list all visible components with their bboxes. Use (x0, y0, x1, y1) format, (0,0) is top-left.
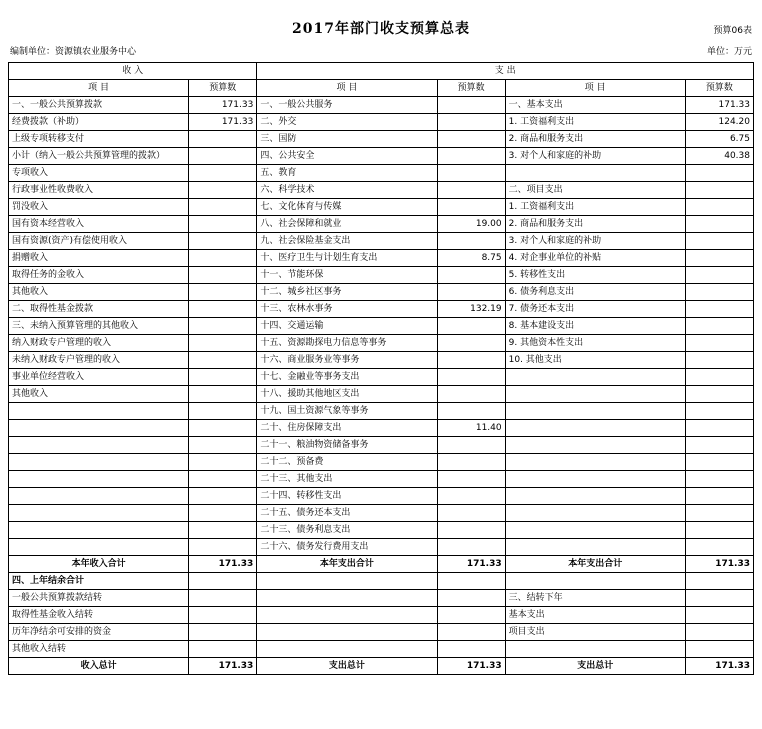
table-cell-label: 一、一般公共预算拨款 (9, 97, 189, 114)
table-cell-amount (437, 488, 505, 505)
table-cell-amount (189, 301, 257, 318)
table-cell-amount (685, 199, 753, 216)
table-cell-label (505, 437, 685, 454)
table-cell-amount (189, 182, 257, 199)
table-cell-label (257, 641, 437, 658)
form-code: 预算06表 (713, 26, 752, 36)
table-cell-amount: 132.19 (437, 301, 505, 318)
total-label-income: 收入总计 (9, 658, 189, 675)
table-row (9, 386, 754, 403)
table-cell-label: 历年净结余可安排的资金 (9, 624, 189, 641)
table-row (9, 624, 754, 641)
table-row (9, 471, 754, 488)
table-row (9, 369, 754, 386)
table-cell-label (505, 641, 685, 658)
table-cell-label: 十五、资源勘探电力信息等事务 (257, 335, 437, 352)
table-cell-amount (189, 148, 257, 165)
table-cell-label: 二十五、债务还本支出 (257, 505, 437, 522)
table-cell-label: 2. 商品和服务支出 (505, 216, 685, 233)
table-cell-label: 三、国防 (257, 131, 437, 148)
column-header-item: 项 目 (505, 80, 685, 97)
table-cell-label (257, 590, 437, 607)
table-cell-amount (437, 131, 505, 148)
column-header-row (9, 80, 754, 97)
table-cell-amount (685, 352, 753, 369)
table-cell-amount (437, 233, 505, 250)
table-cell-amount (189, 335, 257, 352)
table-row (9, 97, 754, 114)
table-cell-label: 二十四、转移性支出 (257, 488, 437, 505)
table-cell-label (9, 403, 189, 420)
table-cell-label (9, 505, 189, 522)
table-cell-amount (437, 335, 505, 352)
table-cell-label: 其他收入 (9, 284, 189, 301)
table-cell-label: 3. 对个人和家庭的补助 (505, 148, 685, 165)
table-cell-amount: 171.33 (189, 114, 257, 131)
table-cell-label: 一般公共预算拨款结转 (9, 590, 189, 607)
table-cell-amount (685, 369, 753, 386)
table-cell-amount (437, 607, 505, 624)
table-cell-amount (685, 301, 753, 318)
table-cell-amount (437, 471, 505, 488)
table-cell-label: 二十二、预备费 (257, 454, 437, 471)
table-cell-amount: 171.33 (685, 97, 753, 114)
subtotal-label-expense-econ: 本年支出合计 (505, 556, 685, 573)
table-cell-amount (437, 505, 505, 522)
table-cell-label: 10. 其他支出 (505, 352, 685, 369)
table-cell-amount (685, 471, 753, 488)
table-cell-label: 二十一、粮油物资储备事务 (257, 437, 437, 454)
table-cell-label (257, 624, 437, 641)
table-cell-label (505, 369, 685, 386)
table-cell-label: 四、上年结余合计 (9, 573, 189, 590)
meta-line (10, 44, 752, 58)
table-cell-amount (437, 369, 505, 386)
table-cell-amount (189, 454, 257, 471)
table-cell-label: 一、基本支出 (505, 97, 685, 114)
table-cell-amount (437, 97, 505, 114)
table-cell-amount (437, 318, 505, 335)
subtotal-value-income: 171.33 (189, 556, 257, 573)
table-cell-label: 七、文化体育与传媒 (257, 199, 437, 216)
table-cell-amount (685, 403, 753, 420)
table-cell-label (505, 386, 685, 403)
table-cell-label (9, 539, 189, 556)
table-row (9, 131, 754, 148)
table-cell-amount (437, 522, 505, 539)
table-cell-amount (685, 488, 753, 505)
table-cell-label (505, 539, 685, 556)
table-cell-amount (189, 386, 257, 403)
subtotal-row (9, 556, 754, 573)
page-title: 2017年部门收支预算总表 (292, 21, 470, 37)
table-cell-amount (685, 539, 753, 556)
group-header-row (9, 63, 754, 80)
table-cell-amount (685, 318, 753, 335)
table-cell-amount (437, 641, 505, 658)
group-header-income: 收 入 (9, 63, 257, 80)
table-cell-amount (685, 165, 753, 182)
table-cell-label (257, 573, 437, 590)
table-cell-label: 1. 工资福利支出 (505, 114, 685, 131)
table-cell-label: 十七、金融业等事务支出 (257, 369, 437, 386)
table-cell-amount (189, 641, 257, 658)
column-header-item: 项 目 (9, 80, 189, 97)
table-cell-amount (685, 641, 753, 658)
table-cell-amount: 124.20 (685, 114, 753, 131)
table-cell-label: 专项收入 (9, 165, 189, 182)
table-cell-amount (189, 420, 257, 437)
table-cell-amount (189, 199, 257, 216)
table-cell-label: 十八、援助其他地区支出 (257, 386, 437, 403)
budget-table (8, 62, 754, 675)
table-row (9, 590, 754, 607)
table-cell-label: 二十六、债务发行费用支出 (257, 539, 437, 556)
table-cell-amount (685, 216, 753, 233)
table-cell-amount (437, 284, 505, 301)
table-cell-label (505, 471, 685, 488)
table-cell-amount (189, 233, 257, 250)
table-cell-amount (189, 250, 257, 267)
table-cell-amount (685, 250, 753, 267)
table-cell-label: 二、项目支出 (505, 182, 685, 199)
table-cell-amount (189, 216, 257, 233)
column-header-budget: 预算数 (189, 80, 257, 97)
table-row (9, 250, 754, 267)
table-row (9, 233, 754, 250)
table-cell-label: 二十三、其他支出 (257, 471, 437, 488)
table-cell-label (9, 420, 189, 437)
table-cell-label: 六、科学技术 (257, 182, 437, 199)
table-row (9, 488, 754, 505)
subtotal-value-expense-econ: 171.33 (685, 556, 753, 573)
table-cell-label: 7. 债务还本支出 (505, 301, 685, 318)
table-cell-amount (437, 437, 505, 454)
table-cell-amount: 19.00 (437, 216, 505, 233)
total-value-expense-econ: 171.33 (685, 658, 753, 675)
table-cell-amount (685, 522, 753, 539)
table-row (9, 216, 754, 233)
table-cell-amount (437, 403, 505, 420)
table-cell-amount (685, 607, 753, 624)
table-cell-label: 二十三、债务利息支出 (257, 522, 437, 539)
table-cell-label (9, 488, 189, 505)
budget-report-page (0, 18, 762, 729)
table-cell-amount (437, 182, 505, 199)
table-row (9, 454, 754, 471)
table-cell-amount (437, 539, 505, 556)
table-cell-label: 5. 转移性支出 (505, 267, 685, 284)
table-cell-label (505, 505, 685, 522)
table-cell-label: 十一、节能环保 (257, 267, 437, 284)
table-cell-label (9, 471, 189, 488)
grand-total-row (9, 658, 754, 675)
table-cell-label (9, 522, 189, 539)
table-row (9, 182, 754, 199)
table-cell-label (505, 165, 685, 182)
table-cell-label (505, 522, 685, 539)
table-row (9, 284, 754, 301)
table-cell-amount (189, 352, 257, 369)
table-cell-label: 二、取得性基金拨款 (9, 301, 189, 318)
subtotal-value-expense-func: 171.33 (437, 556, 505, 573)
table-cell-label: 行政事业性收费收入 (9, 182, 189, 199)
table-cell-amount (685, 590, 753, 607)
table-row (9, 165, 754, 182)
column-header-budget: 预算数 (685, 80, 753, 97)
table-cell-amount (685, 284, 753, 301)
table-cell-label: 项目支出 (505, 624, 685, 641)
table-row (9, 641, 754, 658)
table-cell-label (505, 403, 685, 420)
table-cell-amount (685, 420, 753, 437)
table-cell-label: 上级专项转移支付 (9, 131, 189, 148)
table-cell-label: 八、社会保障和就业 (257, 216, 437, 233)
table-cell-label (9, 454, 189, 471)
table-cell-amount (189, 488, 257, 505)
table-cell-label: 五、教育 (257, 165, 437, 182)
table-cell-amount (189, 573, 257, 590)
total-label-expense-func: 支出总计 (257, 658, 437, 675)
table-cell-label: 国有资本经营收入 (9, 216, 189, 233)
table-cell-amount (685, 267, 753, 284)
table-cell-amount (189, 522, 257, 539)
table-cell-label: 6. 债务利息支出 (505, 284, 685, 301)
table-cell-label (505, 488, 685, 505)
table-cell-amount (685, 437, 753, 454)
table-cell-label: 小计（纳入一般公共预算管理的拨款） (9, 148, 189, 165)
table-row (9, 505, 754, 522)
table-cell-amount (437, 573, 505, 590)
table-cell-label: 9. 其他资本性支出 (505, 335, 685, 352)
table-cell-label (9, 437, 189, 454)
table-row (9, 199, 754, 216)
total-value-expense-func: 171.33 (437, 658, 505, 675)
table-cell-amount (189, 284, 257, 301)
table-cell-label: 二、外交 (257, 114, 437, 131)
table-cell-amount (437, 199, 505, 216)
table-cell-label: 8. 基本建设支出 (505, 318, 685, 335)
table-cell-amount (685, 624, 753, 641)
table-cell-label (505, 573, 685, 590)
table-cell-amount (685, 182, 753, 199)
table-cell-label: 三、未纳入预算管理的其他收入 (9, 318, 189, 335)
table-cell-label: 十三、农林水事务 (257, 301, 437, 318)
table-cell-label: 捐赠收入 (9, 250, 189, 267)
table-cell-label: 罚没收入 (9, 199, 189, 216)
table-cell-amount (437, 267, 505, 284)
table-cell-amount (437, 386, 505, 403)
table-cell-label: 二十、住房保障支出 (257, 420, 437, 437)
table-cell-label: 国有资源(资产)有偿使用收入 (9, 233, 189, 250)
table-row (9, 403, 754, 420)
table-cell-amount (189, 369, 257, 386)
table-row (9, 335, 754, 352)
table-cell-label: 4. 对企事业单位的补贴 (505, 250, 685, 267)
table-cell-amount: 171.33 (189, 97, 257, 114)
table-cell-label: 十四、交通运输 (257, 318, 437, 335)
table-cell-label: 十二、城乡社区事务 (257, 284, 437, 301)
table-row (9, 539, 754, 556)
table-cell-amount (189, 403, 257, 420)
table-row (9, 352, 754, 369)
table-cell-amount (189, 318, 257, 335)
table-cell-label: 十九、国土资源气象等事务 (257, 403, 437, 420)
table-row (9, 301, 754, 318)
table-cell-label (257, 607, 437, 624)
table-row (9, 522, 754, 539)
table-cell-label: 2. 商品和服务支出 (505, 131, 685, 148)
table-cell-label: 四、公共安全 (257, 148, 437, 165)
table-cell-amount (437, 590, 505, 607)
total-value-income: 171.33 (189, 658, 257, 675)
table-cell-label: 三、结转下年 (505, 590, 685, 607)
table-row (9, 437, 754, 454)
table-cell-amount (189, 624, 257, 641)
table-cell-amount (189, 539, 257, 556)
table-cell-amount (685, 454, 753, 471)
table-cell-label: 纳入财政专户管理的收入 (9, 335, 189, 352)
table-row (9, 420, 754, 437)
column-header-item: 项 目 (257, 80, 437, 97)
table-cell-amount: 6.75 (685, 131, 753, 148)
table-cell-label: 1. 工资福利支出 (505, 199, 685, 216)
table-row (9, 148, 754, 165)
table-cell-label: 未纳入财政专户管理的收入 (9, 352, 189, 369)
table-cell-label: 事业单位经营收入 (9, 369, 189, 386)
table-row (9, 267, 754, 284)
table-cell-amount (685, 505, 753, 522)
subtotal-label-expense-func: 本年支出合计 (257, 556, 437, 573)
table-cell-amount: 8.75 (437, 250, 505, 267)
column-header-budget: 预算数 (437, 80, 505, 97)
table-cell-amount (189, 165, 257, 182)
table-row (9, 318, 754, 335)
table-cell-amount (685, 233, 753, 250)
table-cell-label: 其他收入结转 (9, 641, 189, 658)
table-cell-label: 九、社会保险基金支出 (257, 233, 437, 250)
table-cell-amount (685, 386, 753, 403)
table-cell-amount (437, 148, 505, 165)
table-cell-label (505, 454, 685, 471)
table-cell-label: 一、一般公共服务 (257, 97, 437, 114)
table-cell-amount (189, 131, 257, 148)
total-label-expense-econ: 支出总计 (505, 658, 685, 675)
table-cell-label: 取得任务的金收入 (9, 267, 189, 284)
table-cell-label: 取得性基金收入结转 (9, 607, 189, 624)
table-cell-amount (189, 471, 257, 488)
table-cell-amount (685, 573, 753, 590)
table-cell-amount (437, 114, 505, 131)
table-cell-label (505, 420, 685, 437)
table-cell-label: 基本支出 (505, 607, 685, 624)
table-cell-amount (437, 165, 505, 182)
table-cell-amount (685, 335, 753, 352)
table-cell-amount (437, 624, 505, 641)
table-cell-label: 3. 对个人和家庭的补助 (505, 233, 685, 250)
table-row (9, 114, 754, 131)
group-header-expense: 支 出 (257, 63, 754, 80)
table-row (9, 607, 754, 624)
table-cell-amount: 11.40 (437, 420, 505, 437)
table-cell-label: 其他收入 (9, 386, 189, 403)
table-cell-amount (189, 607, 257, 624)
table-cell-amount (189, 505, 257, 522)
table-cell-label: 经费拨款（补助） (9, 114, 189, 131)
amount-unit: 单位：万元 (706, 47, 752, 57)
table-cell-amount (437, 454, 505, 471)
table-cell-amount: 40.38 (685, 148, 753, 165)
table-cell-label: 十、医疗卫生与计划生育支出 (257, 250, 437, 267)
compiling-unit: 编制单位：资源镇农业服务中心 (10, 47, 137, 57)
table-cell-amount (189, 590, 257, 607)
subtotal-label-income: 本年收入合计 (9, 556, 189, 573)
table-row (9, 573, 754, 590)
table-cell-amount (189, 437, 257, 454)
table-cell-amount (189, 267, 257, 284)
table-cell-label: 十六、商业服务业等事务 (257, 352, 437, 369)
table-cell-amount (437, 352, 505, 369)
